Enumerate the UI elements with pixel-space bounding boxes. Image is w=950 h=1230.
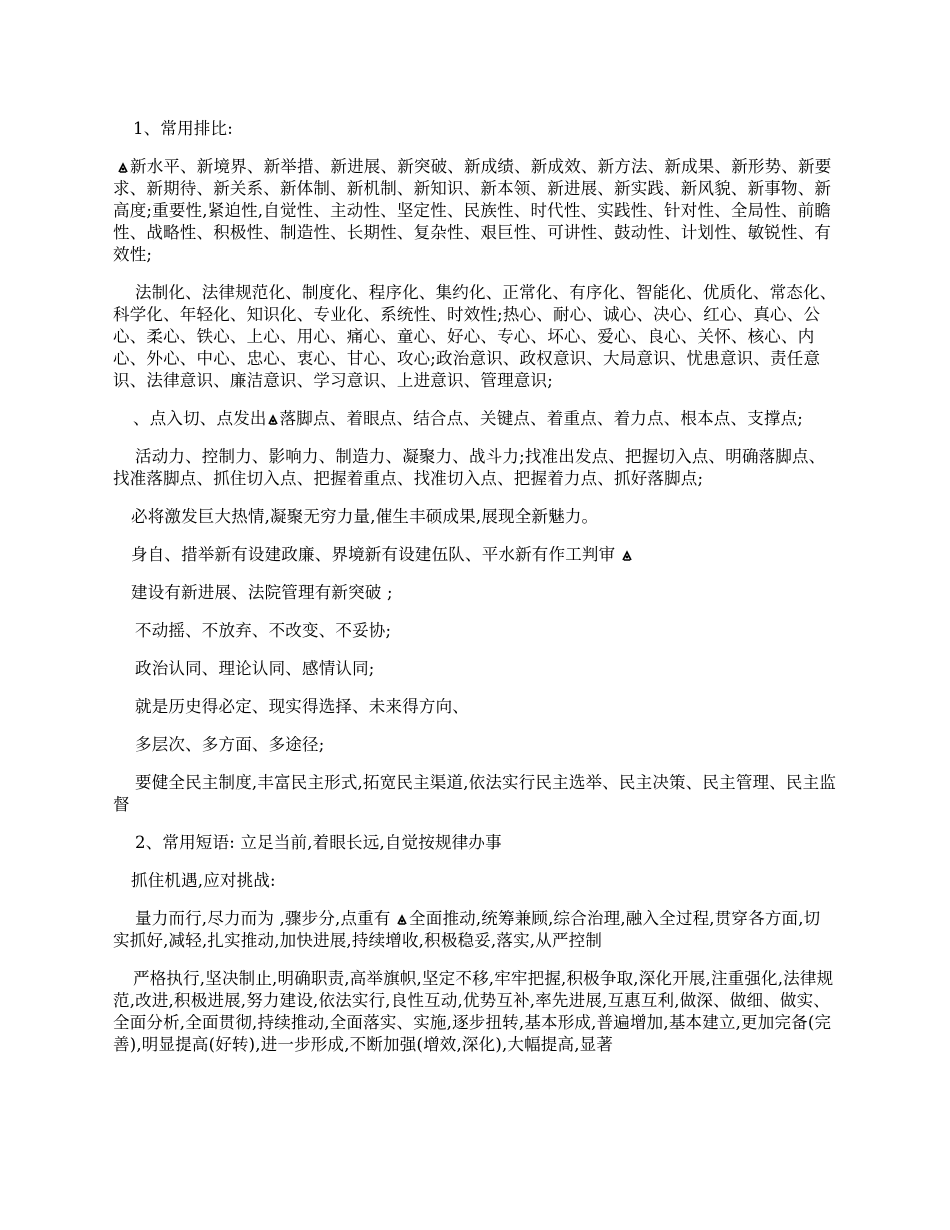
paragraph: 就是历史得必定、现实得选择、未来得方向、 [135, 697, 469, 716]
paragraph-text: 、点入切、点发出 [133, 409, 267, 428]
glyph-icon [267, 412, 279, 426]
paragraph [113, 544, 837, 566]
paragraph-text: 全面推动,统筹兼顾,综合治理,融入全过程,贯穿各方面,切实抓好,减轻,扎实推动,加快进展,持续增收,积极稳妥,落实,从严控制 [113, 909, 821, 950]
paragraph-text: 身自、措举新有设建政廉、界境新有设建伍队、平水新有作工判审 [131, 545, 616, 564]
paragraph: 抓住机遇,应对挑战: [131, 871, 276, 890]
section-heading-1: 1、常用排比: [133, 119, 233, 138]
paragraph [113, 908, 837, 952]
paragraph: 要健全民主制度,丰富民主形式,拓宽民主渠道,依法实行民主选举、民主决策、民主管理、民主监督 [113, 773, 837, 814]
paragraph [113, 156, 837, 266]
paragraph: 活动力、控制力、影响力、制造力、凝聚力、战斗力;找准出发点、把握切入点、明确落脚点、找准落脚点、抓住切入点、把握着重点、找准切入点、把握着力点、抓好落脚点; [113, 447, 826, 488]
paragraph-text: 新水平、新境界、新举措、新进展、新突破、新成绩、新成效、新方法、新成果、新形势、新要求、新期待、新关系、新体制、新机制、新知识、新本领、新进展、新实践、新风貌、新事物、新高度;重要性,紧迫性,自觉性、主动性、坚定性、民族性、时代性、实践性、针对性、全局性、前瞻性、战略性、积极性、制造性、长期性、复杂性、艰巨性、可讲性、鼓动性、计划性、敏锐性、有效性; [113, 157, 832, 264]
glyph-icon [621, 548, 633, 562]
paragraph: 政治认同、理论认同、感情认同; [135, 659, 375, 678]
paragraph: 法制化、法律规范化、制度化、程序化、集约化、正常化、有序化、智能化、优质化、常态化、科学化、年轻化、知识化、专业化、系统性、时效性;热心、耐心、诚心、决心、红心、真心、公心、柔心、铁心、上心、用心、痛心、童心、好心、专心、坏心、爱心、良心、关怀、核心、内心、外心、中心、忠心、衷心、甘心、攻心;政治意识、政权意识、大局意识、忧患意识、责任意识、法律意识、廉洁意识、学习意识、上进意识、管理意识; [113, 283, 837, 390]
section-heading-2: 2、常用短语: 立足当前,着眼长远,自觉按规律办事 [135, 833, 502, 852]
paragraph: 多层次、多方面、多途径; [135, 735, 325, 754]
paragraph: 建设有新进展、法院管理有新突破 ; [131, 583, 393, 602]
paragraph: 严格执行,坚决制止,明确职责,高举旗帜,坚定不移,牢牢把握,积极争取,深化开展,注重强化,法律规范,改进,积极进展,努力建设,依法实行,良性互动,优势互补,率先进展,互惠互利,做深、做细、做实、全面分析,全面贯彻,持续推动,全面落实、实施,逐步扭转,基本形成,普遍增加,基本建立,更加完备(完善),明显提高(好转),进一步形成,不断加强(增效,深化),大幅提高,显著 [113, 969, 834, 1054]
paragraph-text: 落脚点、着眼点、结合点、关键点、着重点、着力点、根本点、支撑点; [279, 409, 804, 428]
document-page [113, 118, 837, 1072]
paragraph: 必将激发巨大热情,凝聚无穷力量,催生丰硕成果,展现全新魅力。 [131, 507, 599, 526]
paragraph: 不动摇、不放弃、不改变、不妥协; [135, 621, 392, 640]
glyph-icon [396, 912, 408, 926]
paragraph [113, 408, 837, 430]
glyph-icon [117, 160, 129, 174]
paragraph-text: 量力而行,尽力而为 ,骤步分,点重有 [135, 909, 391, 928]
